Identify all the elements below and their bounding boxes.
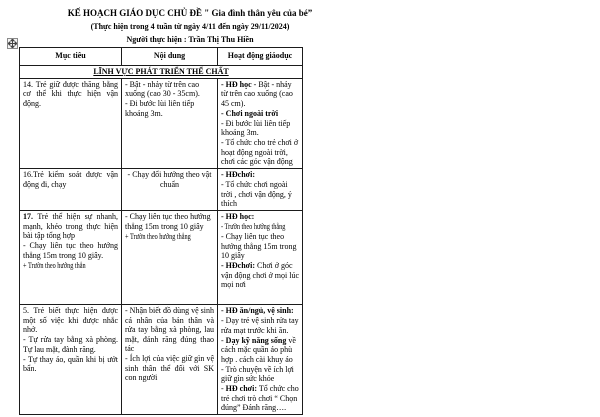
- table-header-row: [20, 48, 303, 66]
- paragraph: [221, 384, 299, 413]
- paragraph: [221, 80, 299, 109]
- paragraph: [23, 212, 118, 241]
- text-segment: + Trườn theo hướng thẳn: [23, 260, 86, 270]
- text-segment: 17.: [23, 212, 38, 221]
- text-segment: - Bật - nhảy từ trên cao xuống (cao 45 cm).: [221, 79, 293, 108]
- paragraph: [23, 306, 118, 335]
- paragraph: [221, 109, 299, 119]
- paragraph: [221, 336, 299, 365]
- text-segment: - HĐchơi:: [221, 170, 255, 179]
- doc-author[interactable]: Người thực hiện : Trần Thị Thu Hiền: [126, 35, 254, 44]
- paragraph: [125, 99, 214, 118]
- paragraph: [125, 212, 214, 231]
- table-row: [20, 78, 303, 169]
- paragraph: [125, 170, 214, 189]
- text-segment: - HĐ học: [221, 79, 252, 89]
- text-segment: - Bật - nhảy từ trên cao xuống (cao 30 - 35cm).: [125, 79, 200, 98]
- doc-subtitle[interactable]: (Thực hiện trong 4 tuần từ ngày 4/11 đến ngày 29/11/2024): [90, 22, 290, 31]
- paragraph: [221, 222, 299, 232]
- paragraph: [23, 355, 118, 374]
- column-header-hoat-dong[interactable]: Hoạt động giáodục: [218, 48, 303, 66]
- text-segment: - Trườn theo hướng thẳng: [221, 222, 286, 231]
- table-cell[interactable]: [122, 169, 218, 211]
- table-cell[interactable]: [20, 211, 122, 305]
- table-cell[interactable]: [218, 78, 303, 169]
- column-header-noi-dung[interactable]: Nội dung: [122, 48, 218, 66]
- paragraph: [221, 119, 299, 138]
- table-cell[interactable]: [218, 169, 303, 211]
- document-heading: [0, 7, 380, 46]
- text-segment: - Tổ chức chơi ngoài trời , chơi vận động, ý thích: [221, 180, 292, 208]
- text-segment: 16.Trẻ kiểm soát được vận động đi, chạy: [23, 170, 118, 189]
- section-row: [20, 66, 303, 79]
- paragraph: [221, 365, 299, 384]
- paragraph: [221, 316, 299, 335]
- table-row: [20, 169, 303, 211]
- text-segment: Dạy kỹ năng sống: [225, 335, 287, 345]
- paragraph: [221, 138, 299, 167]
- text-segment: - Chạy liên tục theo hướng thẳng 15m trong 10 giây: [221, 232, 297, 260]
- paragraph: [23, 80, 118, 109]
- table-cell[interactable]: [20, 169, 122, 211]
- paragraph: [125, 232, 214, 242]
- text-segment: -: [221, 384, 226, 393]
- table-cell[interactable]: [20, 78, 122, 169]
- paragraph: [221, 232, 299, 261]
- text-segment: - Tổ chức cho trẻ chơi ở hoạt động ngoài trời, chơi các góc vận động: [221, 138, 299, 166]
- paragraph: [125, 80, 214, 99]
- text-segment: - Ích lợi của việc giữ gìn vệ sinh thân thể đối với SK con người: [125, 354, 214, 382]
- text-segment: Chơi ở góc vận động chơi ở mọi lúc mọi nơi: [221, 261, 300, 289]
- text-segment: - HĐchơi:: [221, 261, 255, 270]
- text-segment: Trẻ thể hiện sự nhanh, mạnh, khéo trong thực hiện bài tập tổng hợp: [23, 212, 118, 240]
- doc-title[interactable]: KẾ HOẠCH GIÁO DỤC CHỦ ĐỀ " Gia đình thân yêu của bé”: [67, 8, 313, 18]
- table-row: [20, 305, 303, 415]
- text-segment: 14. Trẻ giữ được thăng bằng cơ thể khi thực hiện vận động.: [23, 79, 118, 108]
- paragraph: [23, 170, 118, 189]
- paragraph: [125, 306, 214, 354]
- text-segment: HĐ chơi:: [225, 384, 257, 393]
- paragraph: [23, 335, 118, 354]
- text-segment: - Chạy liên tục theo hướng thẳng 15m trong 10 giây: [125, 212, 211, 231]
- text-segment: -: [221, 335, 226, 345]
- paragraph: [23, 261, 118, 271]
- education-plan-table: [19, 47, 303, 415]
- text-segment: - Chạy đổi hướng theo vật chuẩn: [127, 170, 212, 189]
- column-header-muc-tieu[interactable]: Mục tiêu: [20, 48, 122, 66]
- text-segment: Tổ chức cho trẻ chơi trò chơi “ Chọn đúng” Đánh răng….: [221, 384, 299, 412]
- paragraph: [221, 170, 299, 180]
- section-title[interactable]: LĨNH VỰC PHÁT TRIỂN THỂ CHẤT: [20, 66, 303, 79]
- text-segment: - Trò chuyện về ích lợi giữ gìn sức khỏe: [221, 364, 294, 383]
- table-cell[interactable]: [122, 211, 218, 305]
- text-segment: 5. Trẻ biết thực hiện được một số việc khi được nhắc nhở.: [23, 306, 118, 334]
- paragraph: [23, 241, 118, 260]
- paragraph: [221, 212, 299, 222]
- text-segment: - Chạy liên tục theo hướng thẳng 15m trong 10 giây.: [23, 241, 118, 260]
- table-cell[interactable]: [218, 211, 303, 305]
- text-segment: - Nhận biết đồ dùng vệ sinh cá nhân của bản thân và rửa tay bằng xà phòng, lau mặt, đánh răng đúng thao tác: [125, 306, 214, 353]
- paragraph: [221, 306, 299, 316]
- paragraph: [221, 261, 299, 290]
- paragraph: [221, 180, 299, 209]
- text-segment: - HĐ ăn/ngủ, vệ sinh:: [221, 306, 294, 315]
- table-cell[interactable]: [218, 305, 303, 415]
- text-segment: - Đi bước lùi liên tiếp khoảng 3m.: [221, 118, 291, 137]
- text-segment: về cách mặc quần áo phù hợp . cách cài khuy áo: [221, 335, 296, 364]
- text-segment: + Trườn theo hướng thẳng: [125, 231, 191, 241]
- text-segment: - Dạy trẻ vệ sinh rửa tay rửa mạt trước khi ăn.: [221, 316, 299, 335]
- text-segment: - Tự thay áo, quần khi bị ướt bẩn.: [23, 354, 118, 373]
- text-segment: - Chơi ngoài trời: [221, 108, 279, 118]
- table-cell[interactable]: [122, 78, 218, 169]
- table-row: [20, 211, 303, 305]
- text-segment: - Tự rửa tay bằng xà phòng. Tự lau mặt, đành răng.: [23, 335, 118, 354]
- table-cell[interactable]: [122, 305, 218, 415]
- paragraph: [125, 354, 214, 383]
- text-segment: - Đi bước lùi liên tiếp khoảng 3m.: [125, 99, 195, 118]
- table-cell[interactable]: [20, 305, 122, 415]
- text-segment: - HĐ học:: [221, 212, 255, 221]
